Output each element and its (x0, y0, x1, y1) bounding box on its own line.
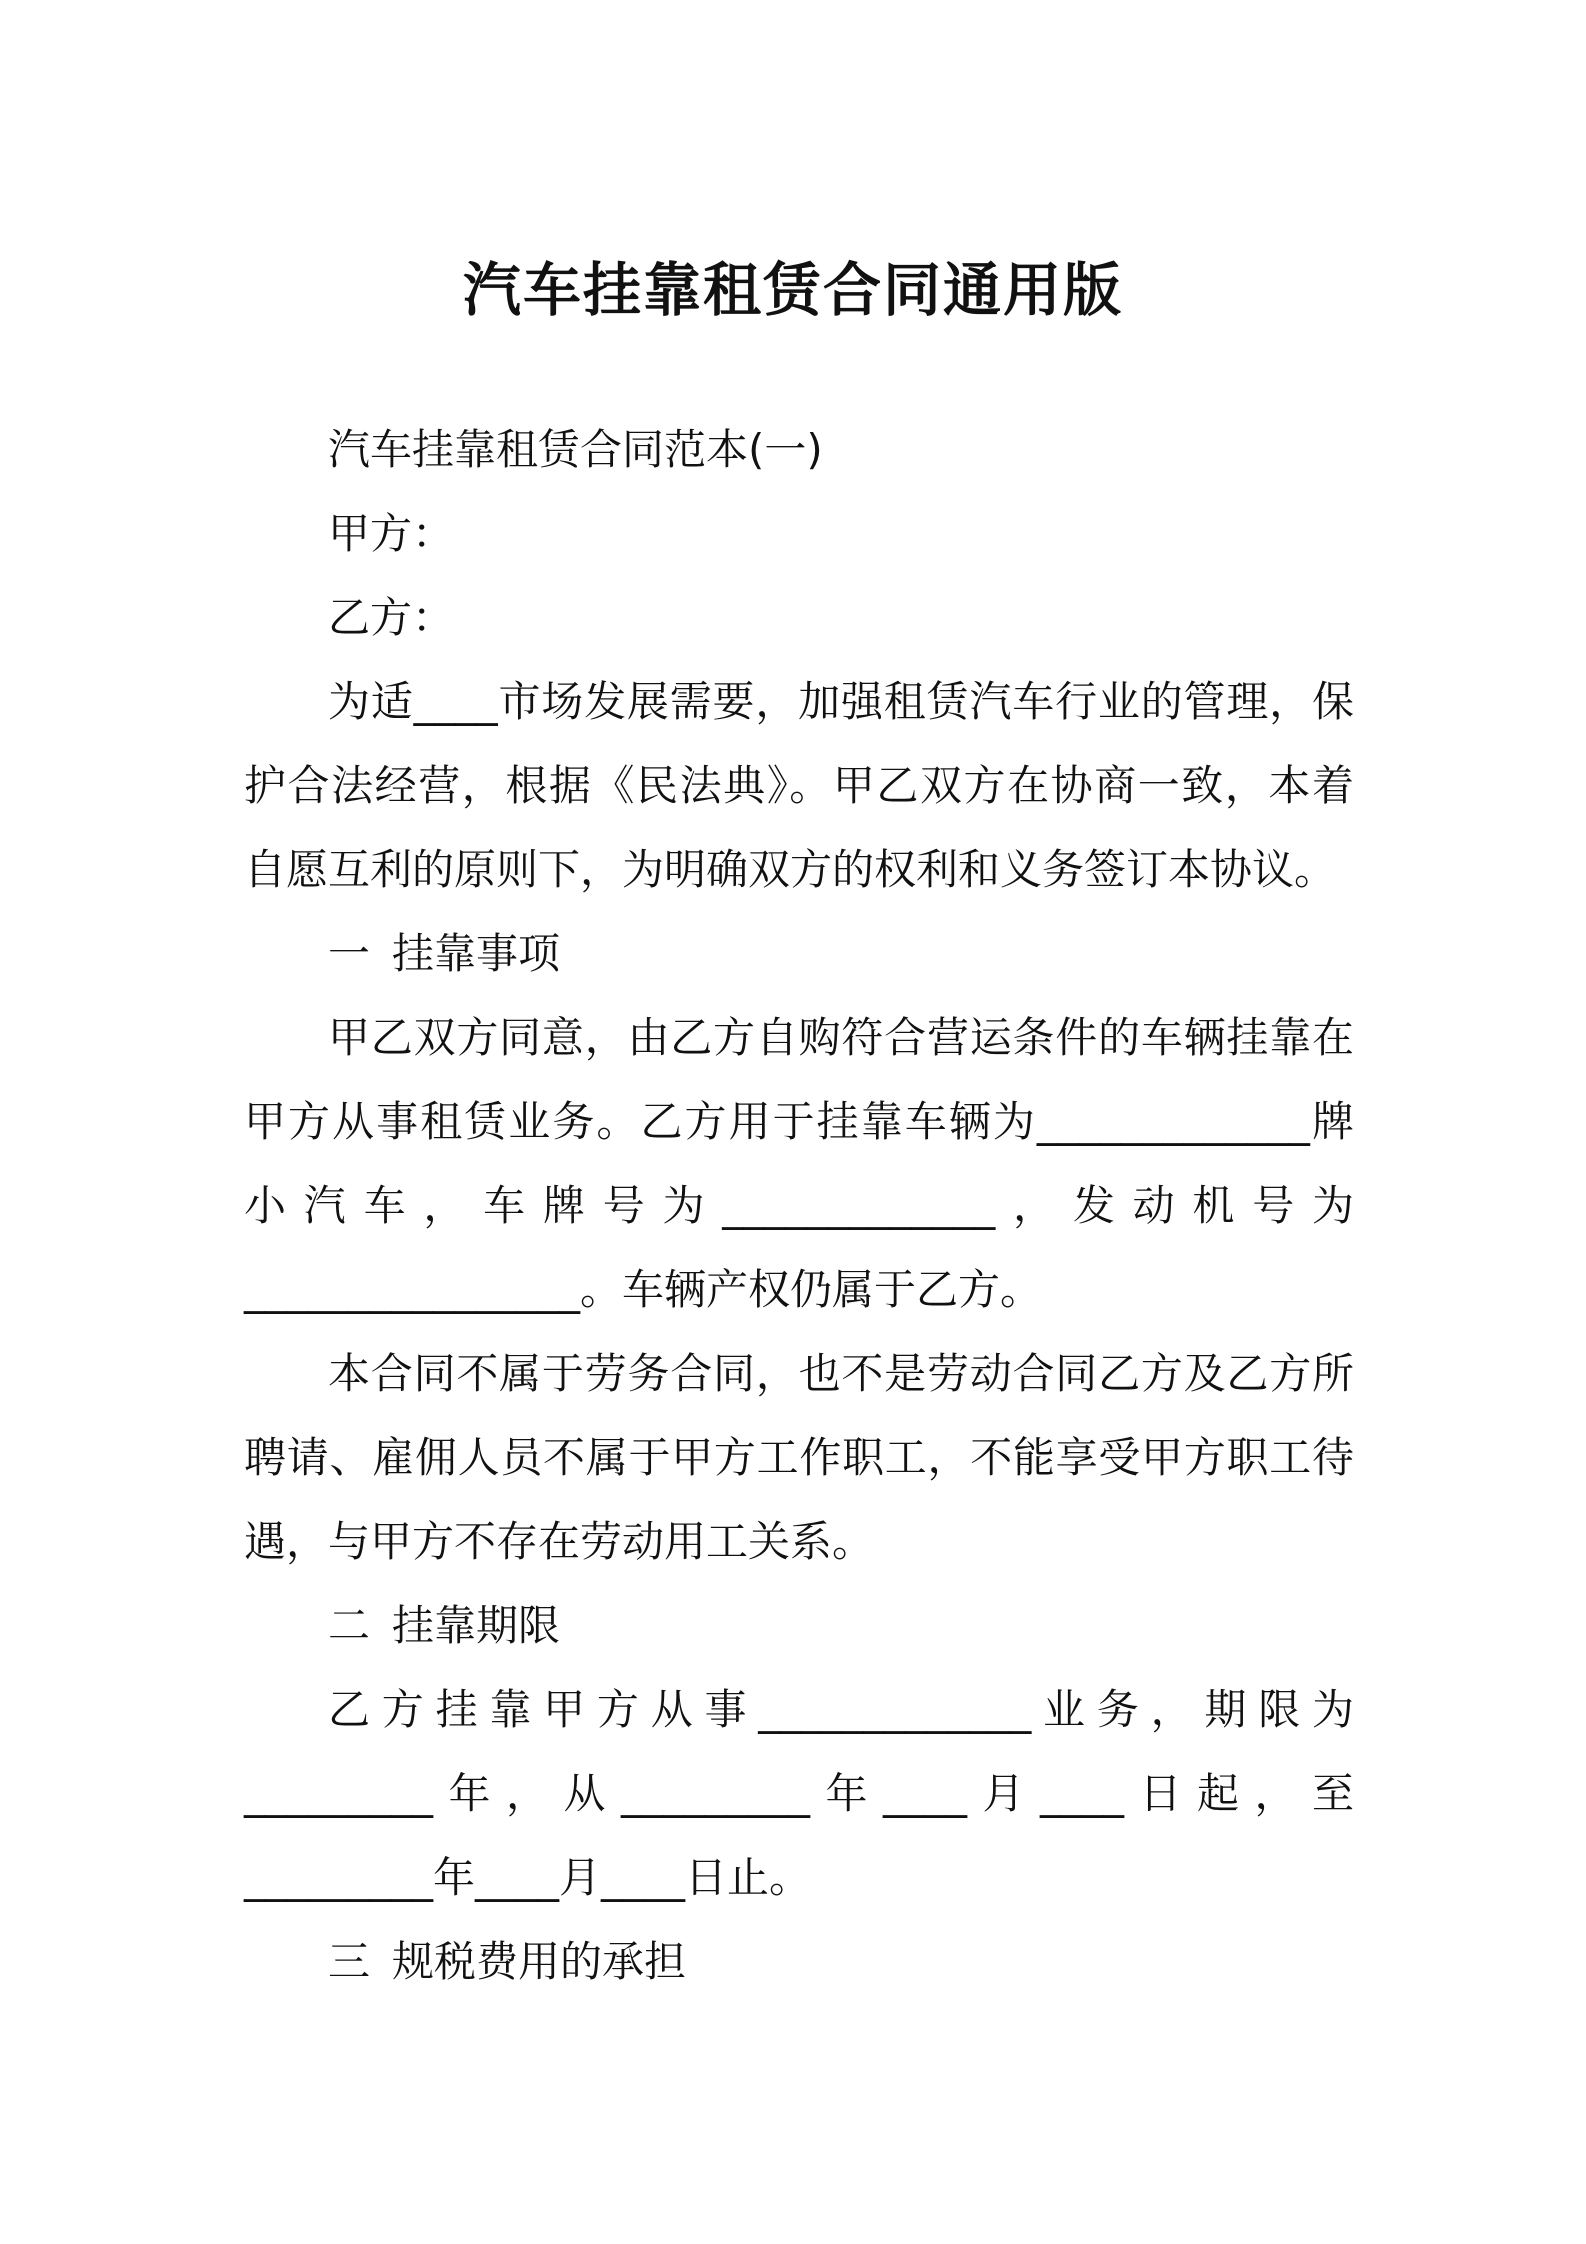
section-number: 二 (328, 1601, 371, 1650)
section-heading-3 (244, 1920, 1354, 2004)
section-1-paragraph-1: 甲乙双方同意，由乙方自购符合营运条件的车辆挂靠在甲方从事租赁业务。乙方用于挂靠车辆为_____________牌小汽车，车牌号为_____________，发动机号为________________。车辆产权仍属于乙方。 (244, 1013, 1354, 1314)
document-body (244, 408, 1354, 2004)
intro-paragraph: 为适____市场发展需要，加强租赁汽车行业的管理，保护合法经营，根据《民法典》。甲乙双方在协商一致，本着自愿互利的原则下，为明确双方的权利和义务签订本协议。 (244, 677, 1354, 894)
party-b-label: 乙方： (328, 593, 455, 642)
section-number: 一 (328, 929, 371, 978)
party-a-label: 甲方： (328, 509, 455, 558)
section-heading-2 (244, 1584, 1354, 1668)
contract-subtitle: 汽车挂靠租赁合同范本(一) (328, 425, 823, 474)
section-title: 挂靠期限 (392, 1601, 561, 1650)
section-2-paragraph-1: 乙方挂靠甲方从事_____________业务，期限为_________年，从_________年____月____日起，至_________年____月____日止。 (244, 1685, 1354, 1902)
section-title: 规税费用的承担 (392, 1937, 687, 1986)
section-title: 挂靠事项 (392, 929, 561, 978)
document-title: 汽车挂靠租赁合同通用版 (462, 256, 1123, 324)
section-number: 三 (328, 1937, 371, 1986)
section-heading-1 (244, 912, 1354, 996)
section-1-paragraph-2: 本合同不属于劳务合同，也不是劳动合同乙方及乙方所聘请、雇佣人员不属于甲方工作职工，不能享受甲方职工待遇，与甲方不存在劳动用工关系。 (244, 1349, 1354, 1566)
